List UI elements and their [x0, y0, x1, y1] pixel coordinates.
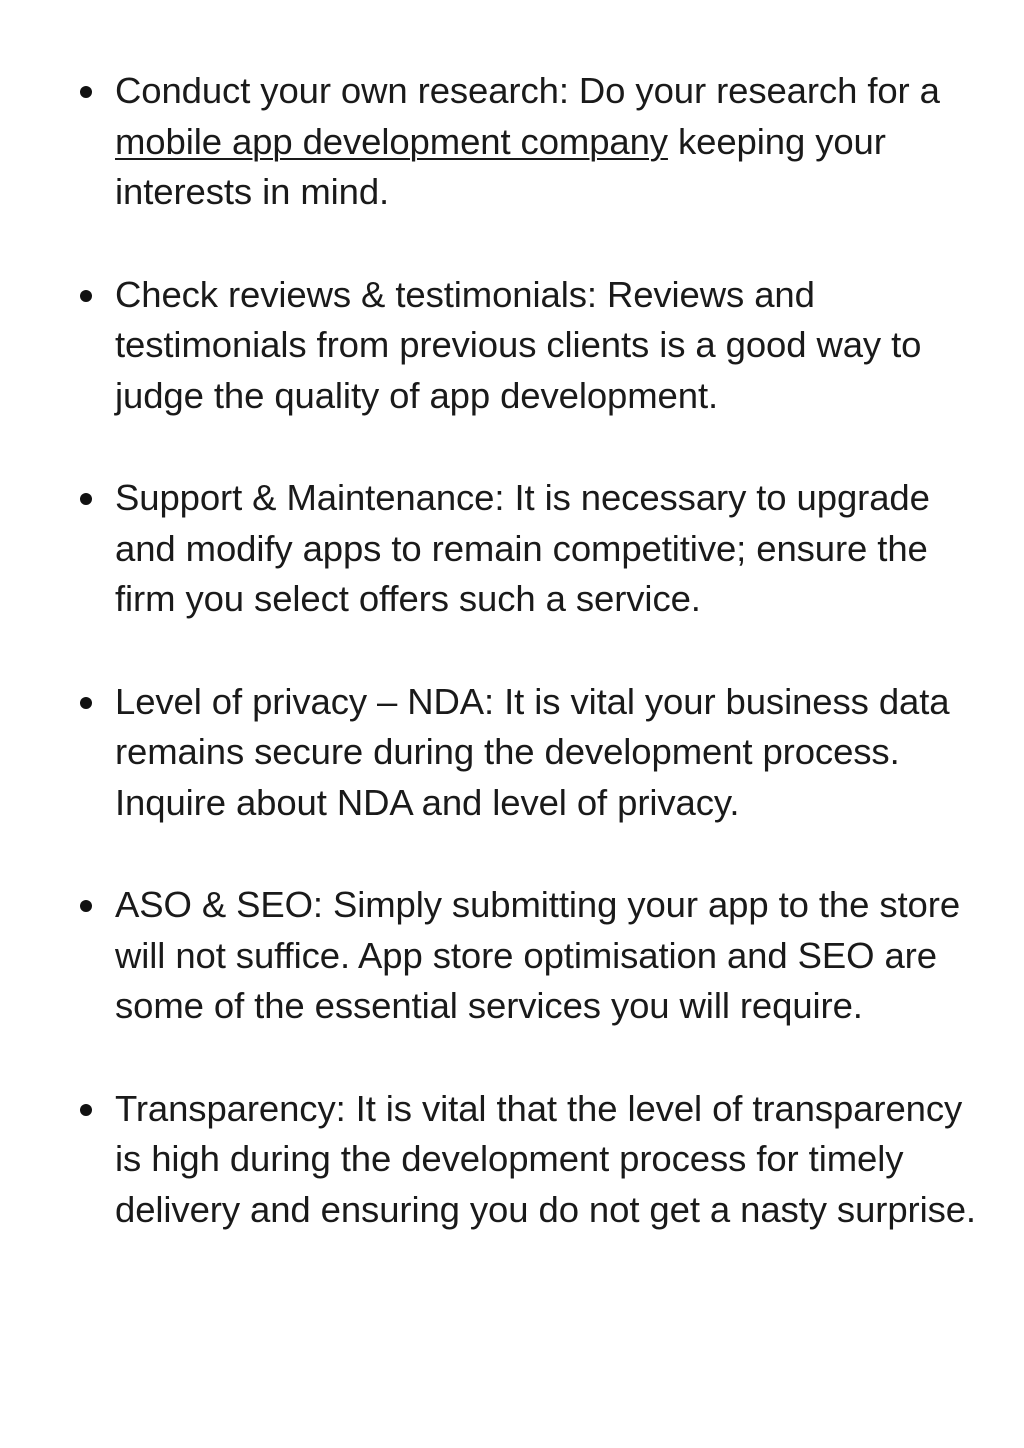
bullet-icon: [80, 1104, 92, 1116]
bullet-list: [0, 66, 1024, 1235]
list-item-text-before: Conduct your own research: Do your research for a: [115, 70, 940, 111]
bullet-icon: [80, 493, 92, 505]
list-item-reviews: [0, 270, 1024, 422]
list-item-text: Level of privacy – NDA: It is vital your business data remains secure during the development process. Inquire about NDA and level of privacy.: [115, 680, 950, 823]
bullet-icon: [80, 290, 92, 302]
list-item-text: Transparency: It is vital that the level of transparency is high during the development process for timely delivery and ensuring you do not get a nasty surprise.: [115, 1087, 976, 1230]
bullet-icon: [80, 900, 92, 912]
list-item-text: [115, 66, 976, 218]
bullet-icon: [80, 697, 92, 709]
list-item-transparency: [0, 1084, 1024, 1236]
list-item-text: ASO & SEO: Simply submitting your app to the store will not suffice. App store optimisation and SEO are some of the essential services you will require.: [115, 884, 961, 1026]
list-item-aso-seo: [0, 880, 1024, 1032]
list-item-text: Check reviews & testimonials: Reviews and testimonials from previous clients is a good way to judge the quality of app development.: [115, 273, 922, 416]
list-item-privacy: [0, 677, 1024, 829]
list-item-text: Support & Maintenance: It is necessary to upgrade and modify apps to remain competitive; ensure the firm you select offers such a service.: [115, 477, 930, 619]
list-item-research: [0, 66, 1024, 218]
bullet-icon: [80, 86, 92, 98]
list-item-support: [0, 473, 1024, 625]
list-item-text-after: keeping your interests in mind.: [115, 120, 886, 212]
mobile-app-development-company-link[interactable]: mobile app development company: [115, 120, 668, 162]
